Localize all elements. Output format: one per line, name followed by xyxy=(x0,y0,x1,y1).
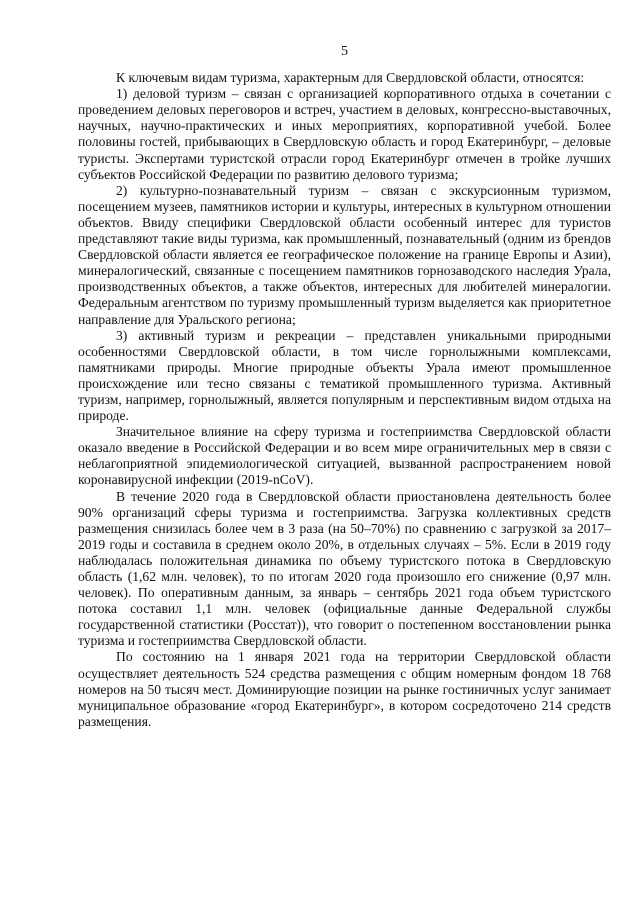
paragraph-cultural-tourism: 2) культурно-познавательный туризм – связан с экскурсионным туризмом, посещением музеев, памятников истории и культуры, интересных в культурном отношении объектов. Ввиду специфики Свердловской области особенный интерес для туристов представляют такие виды туризма, как промышленный, познавательный (одним из брендов Свердловской области является ее географическое положение на границе Европы и Азии), минералогический, связанные с посещением памятников горнозаводского наследия Урала, производственных объектов, а также объектов, интересных для любителей минералогии. Федеральным агентством по туризму промышленный туризм выделяется как приоритетное направление для Уральского региона; xyxy=(78,182,611,327)
paragraph-active-tourism: 3) активный туризм и рекреации – представлен уникальными природными особенностями Свердловской области, в том числе горнолыжными комплексами, памятниками природы. Многие природные объекты Урала имеют промышленное происхождение или тесно связаны с тематикой промышленного туризма. Активный туризм, например, горнолыжный, является популярным и перспективным видом отдыха на природе. xyxy=(78,327,611,424)
paragraph-intro: К ключевым видам туризма, характерным для Свердловской области, относятся: xyxy=(116,70,585,86)
page-number: 5 xyxy=(341,44,348,59)
paragraph-business-tourism: 1) деловой туризм – связан с организацией корпоративного отдыха в сочетании с проведением деловых переговоров и встреч, участием в деловых, конгрессно-выставочных, научных, научно-практических и иных мероприятиях, корпоративной учебой. Более половины гостей, прибывающих в Свердловскую область и город Екатеринбург, – деловые туристы. Экспертами туристской отрасли город Екатеринбург отмечен в тройке лучших субъектов Российской Федерации по развитию делового туризма; xyxy=(78,86,611,182)
paragraph-covid-impact: Значительное влияние на сферу туризма и гостеприимства Свердловской области оказало введение в Российской Федерации и во всем мире ограничительных мер в связи с неблагоприятной эпидемиологической ситуацией, вызванной распространением новой коронавирусной инфекции (2019-nCoV). xyxy=(78,424,611,488)
paragraph-accommodation: По состоянию на 1 января 2021 года на территории Свердловской области осуществляет деятельность 524 средства размещения с общим номерным фондом 18 768 номеров на 50 тысяч мест. Доминирующие позиции на рынке гостиничных услуг занимает муниципальное образование «город Екатеринбург», в котором сосредоточено 214 средств размещения. xyxy=(78,649,611,729)
paragraph-2020-statistics: В течение 2020 года в Свердловской области приостановлена деятельность более 90% организаций сферы туризма и гостеприимства. Загрузка коллективных средств размещения снизилась более чем в 3 раза (на 50–70%) по сравнению с загрузкой за 2017–2019 годы и составила в среднем около 20%, в отдельных случаях – 5%. Если в 2019 году наблюдалась положительная динамика по объему туристского потока в Свердловскую область (1,62 млн. человек), то по итогам 2020 года произошло его снижение (0,97 млн. человек). По оперативным данным, за январь – сентябрь 2021 года объем туристского потока составил 1,1 млн. человек (официальные данные Федеральной службы государственной статистики (Росстат)), что говорит о постепенном восстановлении рынка туризма и гостеприимства Свердловской области. xyxy=(78,488,611,649)
document-page xyxy=(78,0,611,730)
